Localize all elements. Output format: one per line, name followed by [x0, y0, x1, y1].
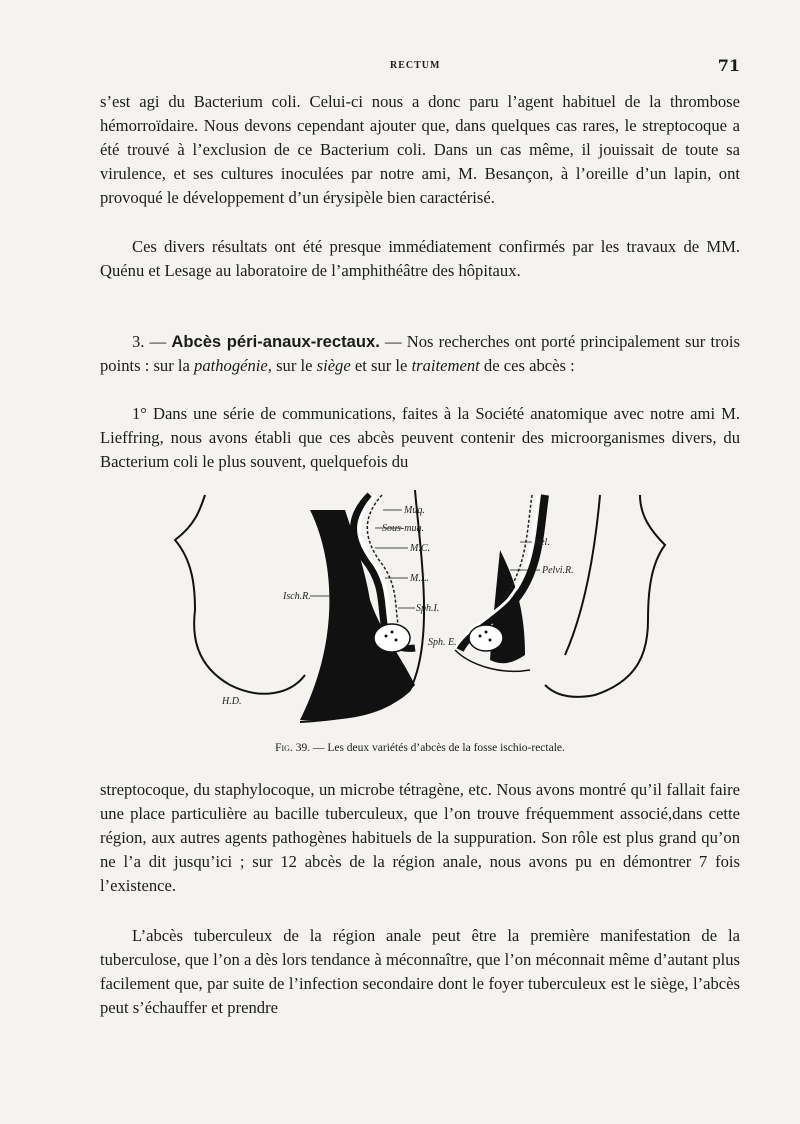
label-sphincter-externe: Sph. E. [428, 637, 457, 648]
emphasis-traitement: traitement [411, 356, 480, 376]
paragraph-3-text-4: de ces abcès : [479, 356, 575, 376]
paragraph-4: 1° Dans une série de communications, faites à la Société anatomique avec notre ami M. Lieffring, nous avons établi que ces abcès peuvent contenir des microorganismes divers, du Bacterium coli le plus souvent, quelquefois du [100, 404, 740, 472]
label-pelvi-rectal: Pelvi.R. [542, 565, 574, 576]
label-hd: H.D. [222, 696, 242, 707]
right-buttock-outline [545, 495, 665, 697]
label-ischio-rectal: Isch.R. [283, 591, 311, 602]
left-sphincter-externe [374, 624, 410, 652]
figure-caption [100, 742, 740, 754]
paragraph-6: L’abcès tuberculeux de la région anale peut être la première manifestation de la tuberculose, que l’on a dès lors tendance à méconnaître, que l’on méconnait même d’autant plus facilement que, par suite de l’infection secondaire dont le foyer tuberculeux est le siège, l’abcès peut s’échauffer et prendre [100, 926, 740, 1018]
label-muqueuse: Muq. [404, 505, 425, 516]
paragraph-2: Ces divers résultats ont été presque immédiatement confirmés par les travaux de MM. Quénu et Lesage au laboratoire de l’amphithéâtre des hôpitaux. [100, 237, 740, 281]
section-title: Abcès péri-anaux-rectaux. [171, 332, 380, 351]
paragraph-3-text-1: — Nos recherches ont porté principalement sur trois points : sur la [100, 332, 740, 376]
running-header [100, 58, 740, 78]
section-number: 3. — [132, 332, 167, 351]
paragraph-3 [100, 330, 740, 378]
label-sous-muqueuse: Sous-muq. [382, 523, 424, 534]
paragraph-5: streptocoque, du staphylocoque, un microbe tétragène, etc. Nous avons montré qu’il fallait faire une place particulière au bacille tuberculeux, que l’on trouve fréquemment associé,dans cette région, aux autres agents pathogènes habituels de la suppuration. Son rôle est plus grand qu’on ne l’a dit jusqu’ici ; sur 12 abcès de la région anale, nous avons pu en démontrer 7 fois l’existence. [100, 780, 740, 896]
label-sphincter-interne: Sph.I. [416, 603, 440, 614]
figure-caption-text: — Les deux variétés d’abcès de la fosse ischio-rectale. [310, 742, 565, 754]
label-muscle-longitudinal: M.L. [410, 573, 429, 584]
paragraph-3-text-3: et sur le [350, 356, 412, 376]
figure-illustration [170, 490, 670, 730]
figure-number: Fig. 39. [275, 742, 311, 754]
emphasis-siege: siège [316, 356, 351, 376]
paragraph-1: s’est agi du Bacterium coli. Celui-ci nous a donc paru l’agent habituel de la thrombose hémorroïdaire. Nous devons cependant ajouter que, dans quelques cas rares, le streptocoque a été trouvé à l’exclusion de ce Bacterium coli. Dans un cas même, il jouissait de toute sa virulence, et ses cultures inoculées par notre ami, M. Besançon, à l’oreille d’un lapin, ont provoqué le développement d’un érysipèle bien caractérisé. [100, 92, 740, 208]
emphasis-pathogenie: pathogénie [194, 356, 268, 376]
label-releveur: Rel. [534, 537, 550, 548]
anatomical-figure [170, 490, 670, 730]
running-title: RECTUM [390, 60, 441, 71]
right-sphincter-externe [469, 625, 503, 651]
label-muscle-circulaire: M.C. [410, 543, 430, 554]
page-number: 71 [717, 56, 740, 75]
paragraph-3-text-2: , sur le [267, 356, 317, 376]
